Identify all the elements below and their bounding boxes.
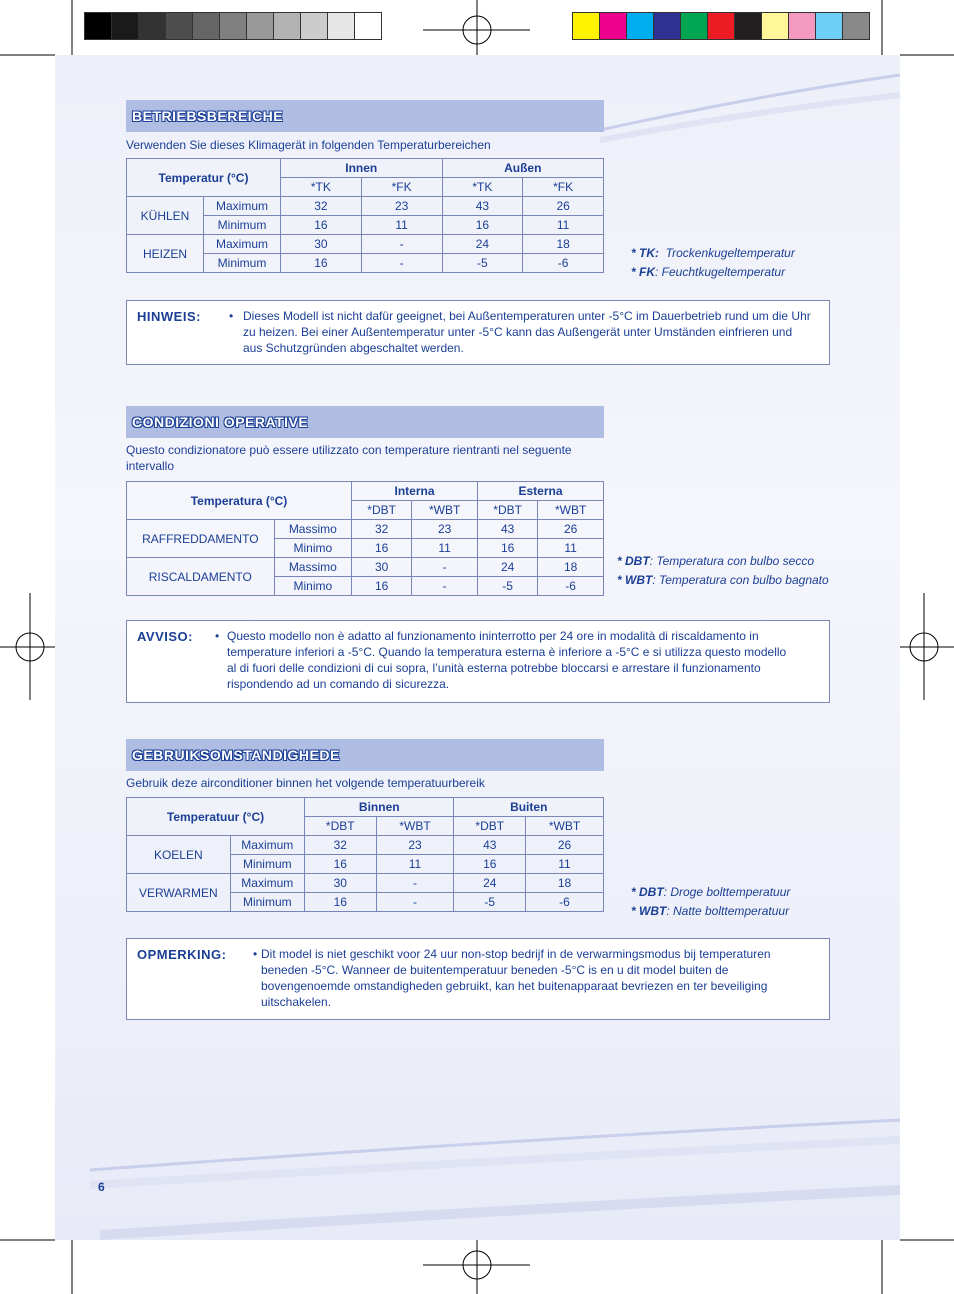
outdoor-header: Außen: [442, 159, 604, 178]
table-cell: -: [361, 254, 442, 273]
table-corner: Temperatur (°C): [127, 159, 281, 197]
indoor-header: Innen: [281, 159, 443, 178]
table-cell: 11: [412, 539, 478, 558]
legend-nl: [631, 883, 790, 921]
row-label: Minimum: [204, 216, 281, 235]
heading-text: GEBRUIKSOMSTANDIGHEDE: [132, 747, 340, 763]
mode-label: RISCALDAMENTO: [127, 558, 275, 596]
note-text: Dit model is niet geschikt voor 24 uur non-stop bedrijf in de verwarmingsmodus bij temperaturen beneden -5°C. Wanneer de buitentemperatuur beneden -5°C is en u dit model buiten de bovengenoemde omstandigheden gebruikt, kan het buitenapparaat bevriezen en ter beveiliging uitschakelen.: [261, 947, 771, 1009]
mode-label: KOELEN: [127, 836, 231, 874]
table-cell: -: [412, 558, 478, 577]
legend-de: [631, 244, 795, 282]
table-cell: 26: [538, 520, 604, 539]
legend-it: [617, 552, 829, 590]
row-label: Minimo: [274, 577, 351, 596]
table-cell: -6: [523, 254, 604, 273]
note-box-it: [126, 620, 830, 703]
table-cell: -5: [477, 577, 537, 596]
section-heading-de: [126, 100, 604, 132]
temperature-table-nl: [126, 797, 604, 912]
table-cell: 16: [352, 577, 412, 596]
legend-text: : Natte bolttemperatuur: [666, 904, 790, 918]
row-label: Maximum: [204, 197, 281, 216]
table-cell: 24: [454, 874, 526, 893]
table-cell: 26: [526, 836, 604, 855]
section-heading-nl: [126, 739, 604, 771]
table-cell: -: [376, 874, 454, 893]
note-text: Dieses Modell ist nicht dafür geeignet, bei Außentemperaturen unter -5°C im Dauerbetrieb rund um die Uhr zu heizen. Bei einer Außentemperatur unter -5°C kann das Außengerät unter Umständen einfrieren und aus Schutzgründen abgeschaltet werden.: [243, 309, 811, 355]
table-cell: 11: [538, 539, 604, 558]
mode-label: HEIZEN: [127, 235, 204, 273]
note-box-de: [126, 300, 830, 365]
table-cell: 26: [523, 197, 604, 216]
table-cell: 32: [352, 520, 412, 539]
row-label: Maximum: [230, 874, 304, 893]
table-corner: Temperatura (°C): [127, 482, 352, 520]
note-label: HINWEIS:: [137, 309, 201, 324]
table-cell: 32: [305, 836, 377, 855]
note-box-nl: [126, 938, 830, 1020]
sub-header: *DBT: [454, 817, 526, 836]
outdoor-header: Esterna: [477, 482, 603, 501]
legend-text: : Feuchtkugeltemperatur: [655, 265, 786, 279]
sub-header: *TK: [442, 178, 523, 197]
bullet: •: [215, 629, 220, 643]
table-cell: -5: [442, 254, 523, 273]
table-cell: -5: [454, 893, 526, 912]
intro-text-nl: Gebruik deze airconditioner binnen het volgende temperatuurbereik: [126, 776, 485, 790]
table-cell: 24: [442, 235, 523, 254]
table-cell: 23: [412, 520, 478, 539]
temperature-table-it: [126, 481, 604, 596]
row-label: Minimum: [230, 855, 304, 874]
table-cell: 16: [442, 216, 523, 235]
table-cell: 18: [523, 235, 604, 254]
outdoor-header: Buiten: [454, 798, 604, 817]
intro-text-it: Questo condizionatore può essere utilizzato con temperature rientranti nel seguente intervallo: [126, 443, 572, 473]
sub-header: *FK: [523, 178, 604, 197]
table-cell: 30: [305, 874, 377, 893]
table-cell: 32: [281, 197, 362, 216]
table-cell: -: [361, 235, 442, 254]
sub-header: *WBT: [526, 817, 604, 836]
legend-abbr: * TK:: [631, 246, 659, 260]
table-cell: 43: [477, 520, 537, 539]
heading-text: BETRIEBSBEREICHE: [132, 108, 284, 124]
table-corner: Temperatuur (°C): [127, 798, 305, 836]
note-text: Questo modello non è adatto al funzionamento ininterrotto per 24 ore in modalità di riscaldamento in temperature inferiori a -5°C. Quando la temperatura esterna è inferiore a -5°C e si utilizza questo modello al di fuori delle condizioni di cui sopra, l’unità esterna potrebbe bloccarsi e arrestare il funzionamento rispondendo ad un comando di sicurezza.: [227, 629, 787, 691]
table-cell: 16: [281, 216, 362, 235]
table-cell: 23: [361, 197, 442, 216]
row-label: Massimo: [274, 558, 351, 577]
row-label: Minimum: [204, 254, 281, 273]
sub-header: *WBT: [538, 501, 604, 520]
table-cell: 24: [477, 558, 537, 577]
table-cell: 16: [305, 855, 377, 874]
sub-header: *WBT: [376, 817, 454, 836]
table-cell: 16: [281, 254, 362, 273]
intro-text-de: Verwenden Sie dieses Klimagerät in folgenden Temperaturbereichen: [126, 138, 491, 152]
row-label: Minimum: [230, 893, 304, 912]
legend-abbr: * DBT: [631, 885, 664, 899]
table-cell: 11: [523, 216, 604, 235]
indoor-header: Binnen: [305, 798, 454, 817]
sub-header: *DBT: [352, 501, 412, 520]
mode-label: RAFFREDDAMENTO: [127, 520, 275, 558]
legend-abbr: * WBT: [617, 573, 653, 587]
table-cell: 16: [352, 539, 412, 558]
legend-text: : Droge bolttemperatuur: [663, 885, 791, 899]
table-cell: 30: [281, 235, 362, 254]
table-cell: -: [412, 577, 478, 596]
table-cell: 11: [376, 855, 454, 874]
sub-header: *FK: [361, 178, 442, 197]
table-cell: 11: [526, 855, 604, 874]
section-heading-it: [126, 406, 604, 438]
sub-header: *DBT: [305, 817, 377, 836]
table-cell: 16: [477, 539, 537, 558]
table-cell: -: [376, 893, 454, 912]
note-label: OPMERKING:: [137, 947, 227, 962]
legend-abbr: * FK: [631, 265, 655, 279]
bullet: •: [229, 309, 234, 323]
table-cell: 23: [376, 836, 454, 855]
legend-abbr: * DBT: [617, 554, 650, 568]
note-label: AVVISO:: [137, 629, 193, 644]
table-cell: 18: [526, 874, 604, 893]
row-label: Massimo: [274, 520, 351, 539]
row-label: Maximum: [230, 836, 304, 855]
sub-header: *DBT: [477, 501, 537, 520]
sub-header: *TK: [281, 178, 362, 197]
bullet: •: [253, 947, 258, 961]
mode-label: KÜHLEN: [127, 197, 204, 235]
mode-label: VERWARMEN: [127, 874, 231, 912]
table-cell: 30: [352, 558, 412, 577]
sub-header: *WBT: [412, 501, 478, 520]
page-number: 6: [98, 1180, 105, 1194]
legend-abbr: * WBT: [631, 904, 667, 918]
table-cell: 18: [538, 558, 604, 577]
table-cell: 11: [361, 216, 442, 235]
legend-text: : Temperatura con bulbo bagnato: [652, 573, 829, 587]
table-cell: 16: [454, 855, 526, 874]
indoor-header: Interna: [352, 482, 478, 501]
row-label: Maximum: [204, 235, 281, 254]
legend-text: Trockenkugeltemperatur: [665, 246, 795, 260]
heading-text: CONDIZIONI OPERATIVE: [132, 414, 309, 430]
legend-text: : Temperatura con bulbo secco: [649, 554, 814, 568]
table-cell: 43: [454, 836, 526, 855]
table-cell: 43: [442, 197, 523, 216]
table-cell: -6: [538, 577, 604, 596]
row-label: Minimo: [274, 539, 351, 558]
table-cell: 16: [305, 893, 377, 912]
temperature-table-de: [126, 158, 604, 273]
table-cell: -6: [526, 893, 604, 912]
